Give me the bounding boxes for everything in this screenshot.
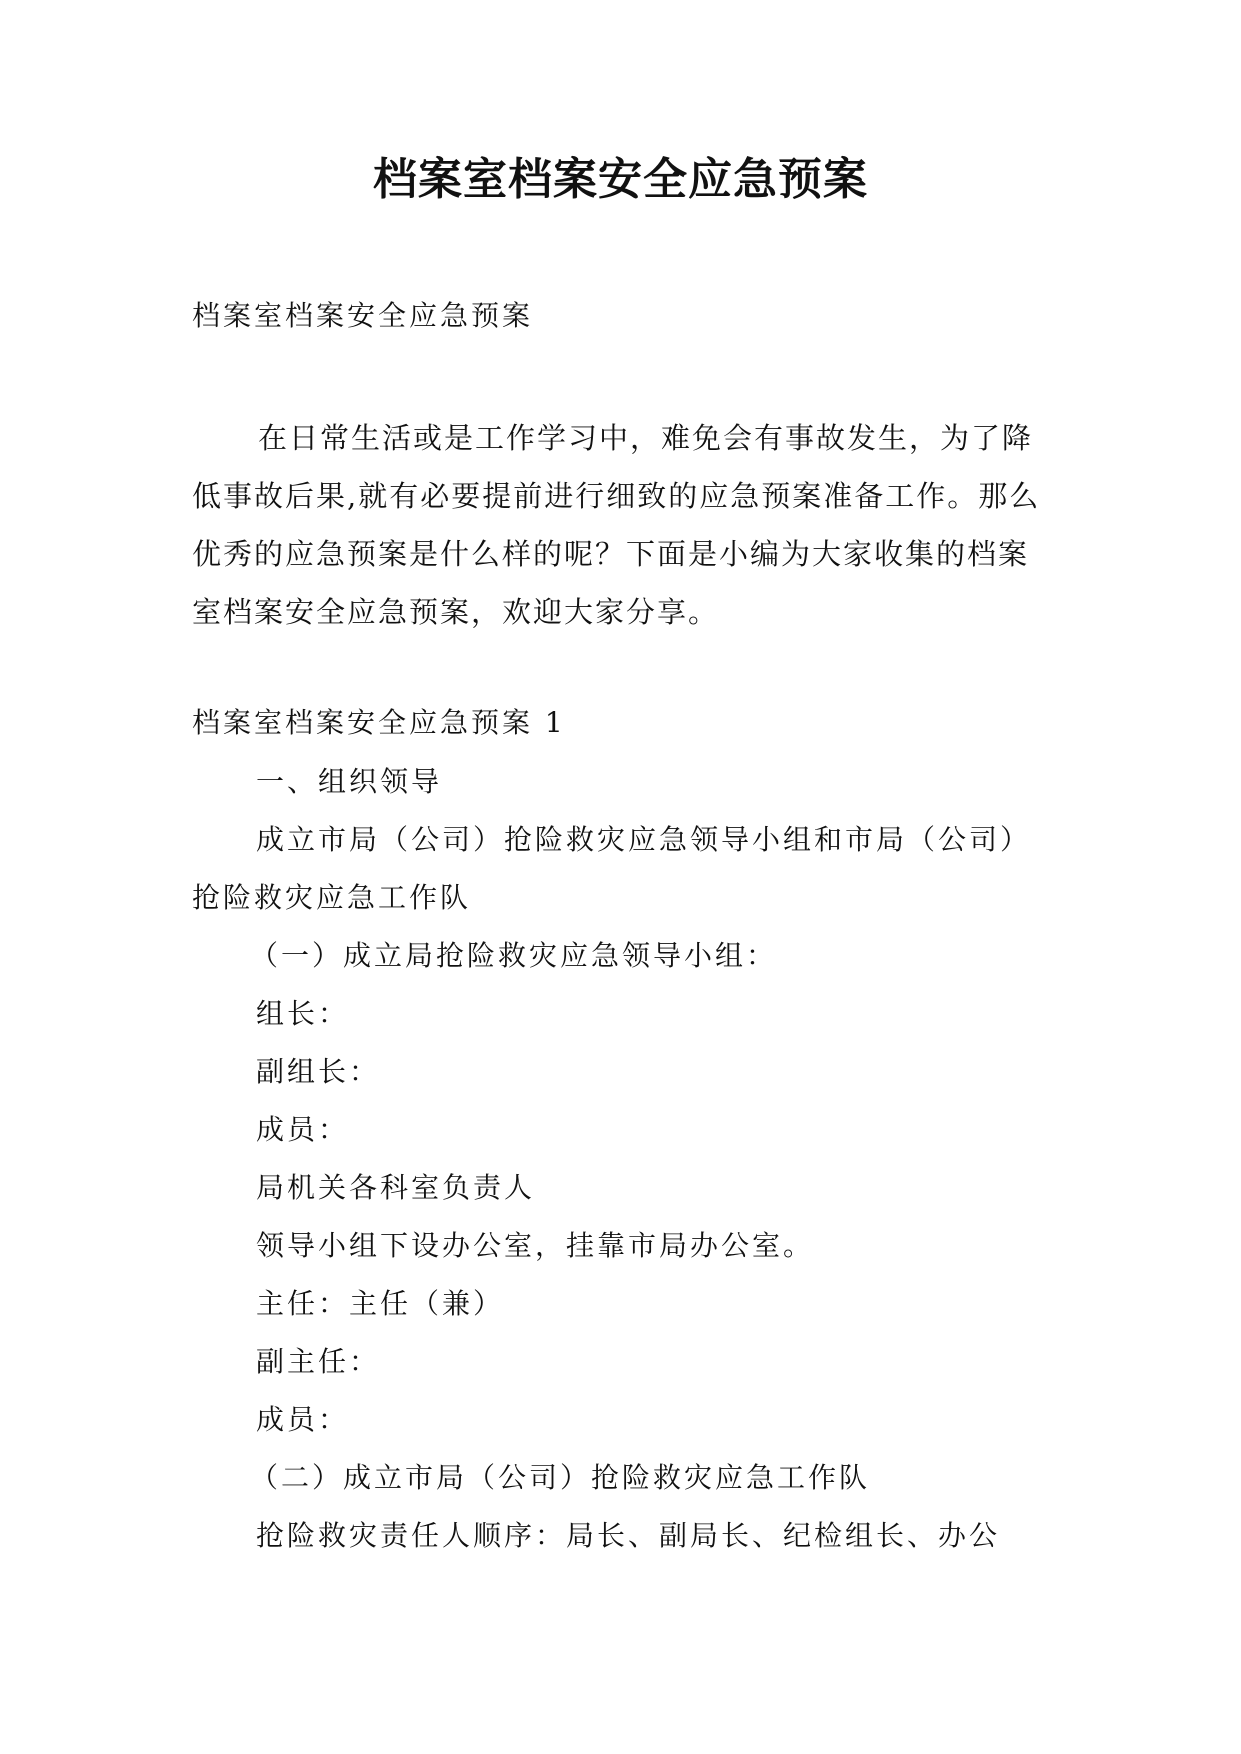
paragraph-deputy-leader: 副组长：: [256, 1055, 381, 1088]
paragraph-leader: 组长：: [256, 997, 350, 1030]
section-heading: 档案室档案安全应急预案 1: [192, 706, 566, 739]
paragraph-establish-team-cont: 抢险救灾应急工作队: [192, 881, 472, 914]
paragraph-office-members: 成员：: [256, 1403, 350, 1436]
paragraph-members: 成员：: [256, 1113, 350, 1146]
paragraph-deputy-director: 副主任：: [256, 1345, 381, 1378]
document-title: 档案室档案安全应急预案: [373, 154, 868, 205]
paragraph-work-team: （二）成立市局（公司）抢险救灾应急工作队: [250, 1461, 871, 1494]
paragraph-director: 主任：主任（兼）: [256, 1287, 505, 1320]
paragraph-office: 领导小组下设办公室，挂靠市局办公室。: [256, 1229, 815, 1262]
intro-paragraph: 在日常生活或是工作学习中，难免会有事故发生，为了降低事故后果,就有必要提前进行细致的应急预案准备工作。那么优秀的应急预案是什么样的呢？下面是小编为大家收集的档案室档案安全应急预案，欢迎大家分享。: [192, 421, 1041, 629]
paragraph-dept-heads: 局机关各科室负责人: [256, 1171, 536, 1204]
paragraph-leadership-group: （一）成立局抢险救灾应急领导小组：: [250, 939, 778, 972]
paragraph-responsibility-order: 抢险救灾责任人顺序：局长、副局长、纪检组长、办公: [256, 1519, 1001, 1552]
paragraph-org-leadership: 一、组织领导: [256, 765, 443, 798]
document-subtitle: 档案室档案安全应急预案: [192, 299, 534, 332]
paragraph-establish-team: 成立市局（公司）抢险救灾应急领导小组和市局（公司）: [256, 823, 1032, 856]
